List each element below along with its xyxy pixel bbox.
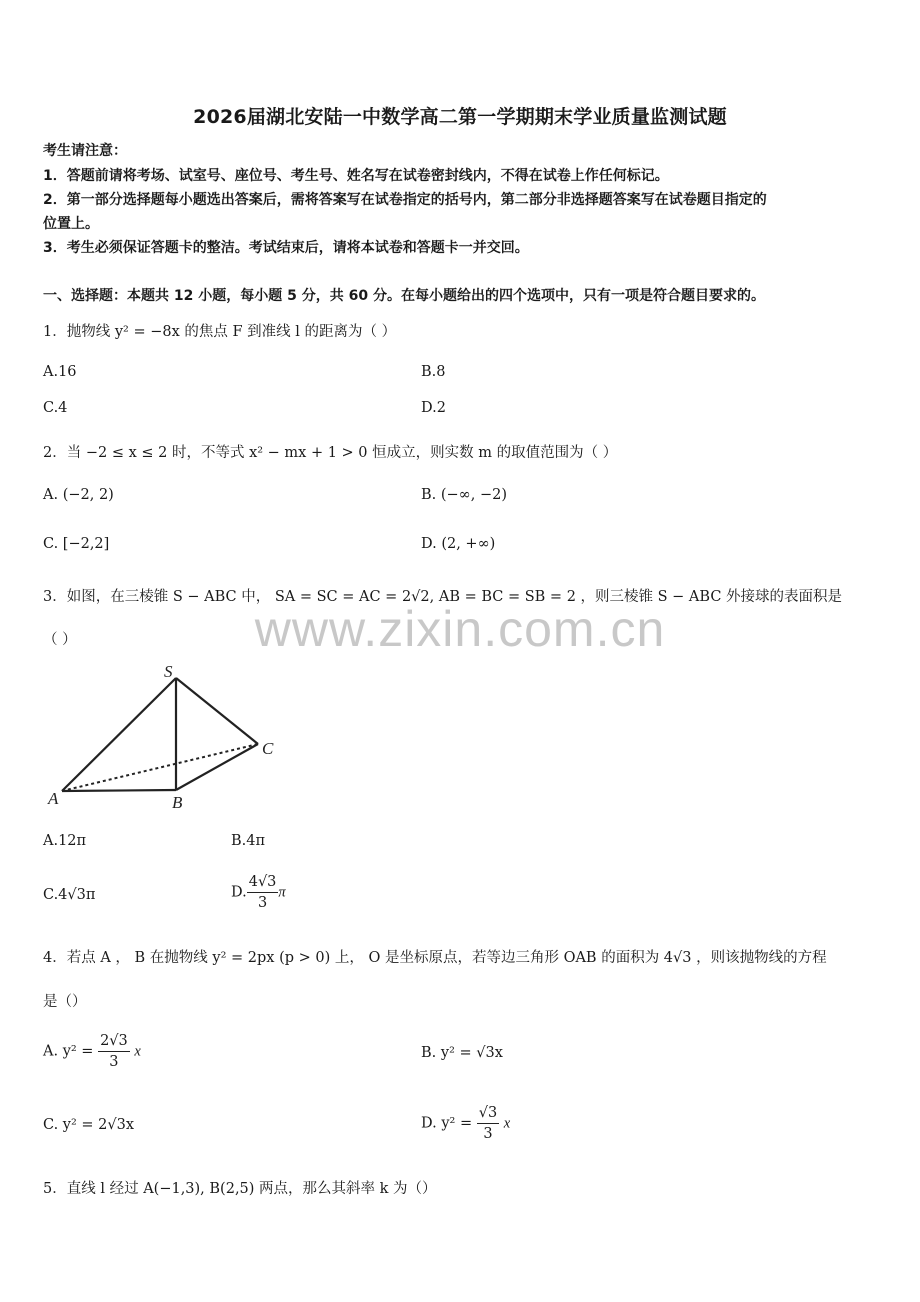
edge-bc <box>176 744 258 790</box>
question-3-option-b: B.4π <box>231 833 266 849</box>
option-d-fraction <box>247 872 279 913</box>
question-3-option-d <box>231 872 286 913</box>
question-1-stem: 1．抛物线 y² = −8x 的焦点 F 到准线 l 的距离为（ ） <box>43 324 397 340</box>
option-d-prefix: D. <box>231 884 247 901</box>
option-d-fraction <box>477 1103 499 1144</box>
question-4-option-d <box>421 1103 510 1144</box>
watermark: www.zixin.com.cn <box>254 601 666 657</box>
question-3-stem-cont: （ ） <box>43 632 77 648</box>
label-b: B <box>172 793 183 812</box>
question-4-option-a <box>43 1031 141 1072</box>
label-s: S <box>164 662 173 681</box>
edge-ac-hidden <box>62 744 258 791</box>
label-a: A <box>48 789 59 808</box>
question-1-option-b: B.8 <box>421 364 446 380</box>
section-heading: 一、选择题：本题共 12 小题，每小题 5 分，共 60 分。在每小题给出的四个选项中，只有一项是符合题目要求的。 <box>43 288 765 304</box>
exam-title: 2026届湖北安陆一中数学高二第一学期期末学业质量监测试题 <box>193 106 727 128</box>
tetrahedron-figure <box>40 658 290 818</box>
option-a-prefix: A. y² = <box>43 1043 94 1060</box>
question-3-option-c: C.4√3π <box>43 887 96 903</box>
question-4-stem: 4．若点 A ， B 在抛物线 y² = 2px (p > 0) 上， O 是坐标原点，若等边三角形 OAB 的面积为 4√3 ，则该抛物线的方程 <box>43 950 827 966</box>
question-3-option-a: A.12π <box>43 833 87 849</box>
fraction-denominator: 3 <box>483 1126 493 1142</box>
question-2-option-b: B. (−∞, −2) <box>421 487 508 503</box>
notice-item-2: 2．第一部分选择题每小题选出答案后，需将答案写在试卷指定的括号内，第二部分非选择题答案写在试卷题目指定的 <box>43 192 767 208</box>
fraction-denominator: 3 <box>257 895 268 911</box>
edge-sc <box>176 678 258 744</box>
question-2-option-d: D. (2, +∞) <box>421 536 496 552</box>
question-4-option-c: C. y² = 2√3x <box>43 1117 135 1133</box>
option-a-suffix: x <box>134 1043 141 1060</box>
notice-heading: 考生请注意： <box>43 143 127 159</box>
question-5-stem: 5．直线 l 经过 A(−1,3), B(2,5) 两点，那么其斜率 k 为（） <box>43 1181 437 1197</box>
edge-sa <box>62 678 176 791</box>
question-2-option-c: C. [−2,2] <box>43 536 110 552</box>
option-a-fraction <box>98 1031 130 1072</box>
question-4-option-b: B. y² = √3x <box>421 1045 503 1061</box>
edge-ab <box>62 790 176 791</box>
label-c: C <box>262 739 274 758</box>
question-1-option-a: A.16 <box>43 364 77 380</box>
option-d-suffix: π <box>278 884 286 901</box>
fraction-numerator: √3 <box>477 1103 499 1124</box>
question-1-option-c: C.4 <box>43 400 68 416</box>
question-2-stem: 2．当 −2 ≤ x ≤ 2 时，不等式 x² − mx + 1 > 0 恒成立，则实数 m 的取值范围为（ ） <box>43 445 618 461</box>
notice-item-3: 3．考生必须保证答题卡的整洁。考试结束后，请将本试卷和答题卡一并交回。 <box>43 240 529 256</box>
notice-item-1: 1．答题前请将考场、试室号、座位号、考生号、姓名写在试卷密封线内，不得在试卷上作任何标记。 <box>43 168 669 184</box>
question-3-stem: 3．如图，在三棱锥 S − ABC 中， SA = SC = AC = 2√2, AB = BC = SB = 2 ，则三棱锥 S − ABC 外接球的表面积是 <box>43 589 843 605</box>
question-2-option-a: A. (−2, 2) <box>43 487 114 503</box>
fraction-numerator: 4√3 <box>247 872 279 893</box>
option-d-prefix: D. y² = <box>421 1115 473 1132</box>
question-1-option-d: D.2 <box>421 400 446 416</box>
fraction-denominator: 3 <box>109 1054 119 1070</box>
notice-item-2-cont: 位置上。 <box>43 216 99 232</box>
fraction-numerator: 2√3 <box>98 1031 130 1052</box>
option-d-suffix: x <box>503 1115 511 1132</box>
question-4-stem-cont: 是（） <box>43 994 87 1010</box>
